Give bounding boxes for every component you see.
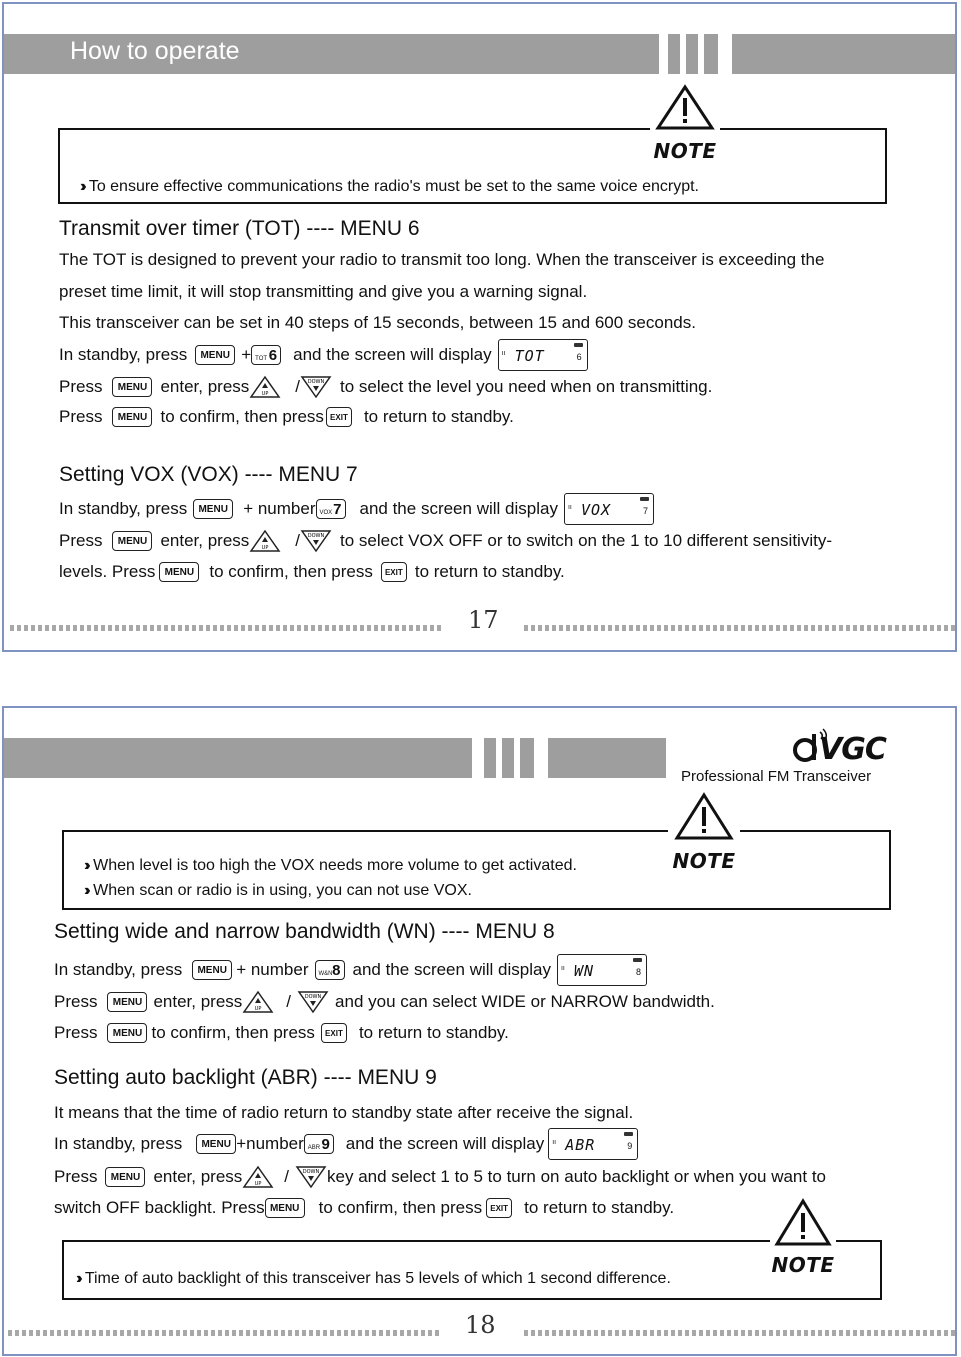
text: + number (243, 499, 316, 518)
vox-heading: Setting VOX (VOX) ---- MENU 7 (59, 463, 358, 486)
key-num: 9 (321, 1135, 330, 1153)
text: Press (54, 992, 98, 1011)
warning-icon (774, 1198, 832, 1248)
abr-line3 (54, 1195, 674, 1221)
text: / (284, 1167, 290, 1186)
menu-key-icon: MENU (112, 531, 152, 551)
number-8-key-icon (315, 960, 345, 980)
tot-para2: preset time limit, it will stop transmitting and give you a warning signal. (59, 282, 588, 301)
text: In standby, press (59, 499, 188, 518)
text: Press (59, 531, 103, 550)
up-arrow-key-icon (242, 1165, 274, 1189)
note-item (84, 857, 577, 875)
exit-key-icon: EXIT (381, 562, 407, 582)
note-label: NOTE (771, 1253, 835, 1277)
page-number: 18 (465, 1311, 496, 1339)
text: enter, press (160, 531, 250, 550)
note-item (80, 178, 699, 196)
lcd-text: VOX (580, 501, 612, 519)
number-7-key-icon (316, 499, 346, 519)
lcd-num: 6 (576, 352, 582, 362)
down-arrow-key-icon (300, 529, 332, 553)
key-label: DOWN (302, 1169, 320, 1175)
bullet-icon: ›› (84, 857, 87, 874)
header-stripe (686, 34, 698, 74)
text: Press (54, 1023, 98, 1042)
text: + (241, 345, 252, 364)
text: and the screen will display (359, 499, 558, 518)
text: switch OFF backlight. Press (54, 1198, 265, 1217)
page-number: 17 (468, 606, 499, 634)
text: In standby, press (54, 960, 183, 979)
text: Press (59, 377, 103, 396)
note-box (62, 830, 891, 910)
text: enter, press (153, 1167, 243, 1186)
menu-key-icon: MENU (105, 1167, 145, 1187)
tot-heading: Transmit over timer (TOT) ---- MENU 6 (59, 217, 420, 240)
key-label: UP (261, 545, 269, 551)
abr-line1 (54, 1127, 638, 1161)
footer-dots-left (10, 625, 443, 631)
key-label: DOWN (307, 379, 325, 385)
note-text: To ensure effective communications the radio's must be set to the same voice encrypt. (88, 178, 699, 195)
down-arrow-key-icon (300, 375, 332, 399)
lcd-num: 8 (635, 967, 641, 977)
page-17 (2, 2, 957, 652)
page-18 (2, 706, 957, 1356)
text: Press (54, 1167, 98, 1186)
note-label: NOTE (672, 849, 736, 873)
lcd-num: 7 (642, 506, 648, 516)
text: and you can select WIDE or NARROW bandwidth. (335, 992, 715, 1011)
note-badge-2 (770, 1198, 836, 1278)
text: and the screen will display (293, 345, 492, 364)
note-text: When level is too high the VOX needs more volume to get activated. (93, 857, 577, 874)
header-stripe (484, 738, 496, 778)
text: + number (236, 960, 309, 979)
text: / (295, 531, 301, 550)
key-sub: TOT (255, 356, 268, 362)
wn-line1 (54, 953, 647, 987)
text: enter, press (153, 992, 243, 1011)
menu-key-icon: MENU (107, 1023, 147, 1043)
text: / (295, 377, 301, 396)
text: to confirm, then press (151, 1023, 315, 1042)
note-item (84, 882, 472, 900)
wn-line3 (54, 1020, 509, 1046)
menu-key-icon: MENU (112, 407, 152, 427)
bullet-icon: ›› (76, 1270, 79, 1287)
menu-key-icon: MENU (195, 345, 235, 365)
brand-subtitle: Professional FM Transceiver (681, 768, 872, 785)
text: to confirm, then press (318, 1198, 483, 1217)
abr-para1: It means that the time of radio return to standby state after receive the signal. (54, 1103, 634, 1122)
number-9-key-icon (304, 1134, 334, 1154)
key-sub: W&N (318, 971, 333, 977)
up-arrow-key-icon (249, 375, 281, 399)
key-sub: ABR (307, 1145, 321, 1151)
note-text: Time of auto backlight of this transceiver has 5 levels of which 1 second difference. (84, 1270, 671, 1287)
exit-key-icon: EXIT (326, 407, 352, 427)
down-arrow-key-icon (297, 990, 329, 1014)
up-arrow-key-icon (242, 990, 274, 1014)
number-6-key-icon (251, 345, 281, 365)
menu-key-icon: MENU (159, 562, 199, 582)
text: +number (236, 1134, 304, 1153)
header-bar-right (732, 34, 957, 74)
lcd-text: TOT (514, 347, 545, 365)
key-num: 8 (332, 961, 341, 979)
footer-dots-right (524, 1330, 956, 1336)
menu-key-icon: MENU (193, 499, 233, 519)
lcd-display-icon: ıı WN 8 (557, 954, 647, 986)
key-label: UP (254, 1181, 262, 1187)
tot-line3 (59, 404, 514, 430)
text: and the screen will display (352, 960, 551, 979)
footer-dots-left (8, 1330, 441, 1336)
vox-line1 (59, 492, 654, 526)
key-num: 7 (333, 500, 342, 518)
text: to return to standby. (524, 1198, 675, 1217)
header-stripe (704, 34, 718, 74)
text: to return to standby. (358, 1023, 509, 1042)
text: enter, press (160, 377, 250, 396)
text: to return to standby. (414, 562, 565, 581)
text: levels. Press (59, 562, 156, 581)
menu-key-icon: MENU (107, 992, 147, 1012)
note-badge (650, 84, 720, 162)
note-label: NOTE (653, 139, 717, 163)
text: to confirm, then press (160, 407, 324, 426)
header-title: How to operate (70, 37, 240, 65)
lcd-display-icon: ıı VOX 7 (564, 493, 654, 525)
tot-para1: The TOT is designed to prevent your radio to transmit too long. When the transceiver is exceeding the (59, 250, 825, 269)
header-stripe (502, 738, 514, 778)
menu-key-icon: MENU (112, 377, 152, 397)
note-text: When scan or radio is in using, you can not use VOX. (93, 882, 472, 899)
header-bar (4, 738, 472, 778)
tot-para3: This transceiver can be set in 40 steps of 15 seconds, between 15 and 600 seconds. (59, 313, 696, 332)
key-label: UP (261, 391, 269, 397)
key-label: DOWN (307, 533, 325, 539)
up-arrow-key-icon (249, 529, 281, 553)
tot-line2 (59, 374, 712, 400)
text: and the screen will display (345, 1134, 545, 1153)
bullet-icon: ›› (80, 178, 83, 195)
exit-key-icon: EXIT (486, 1198, 512, 1218)
key-sub: VOX (319, 510, 333, 516)
vox-line2 (59, 528, 832, 554)
text: In standby, press (54, 1134, 183, 1153)
abr-heading: Setting auto backlight (ABR) ---- MENU 9 (54, 1066, 437, 1089)
key-num: 6 (268, 346, 278, 364)
menu-key-icon: MENU (192, 960, 232, 980)
warning-icon (655, 84, 715, 132)
note-box-2 (62, 1240, 882, 1300)
exit-key-icon: EXIT (321, 1023, 347, 1043)
brand-logo-text: VGC (819, 732, 886, 767)
menu-key-icon: MENU (196, 1134, 236, 1154)
lcd-text: WN (573, 962, 595, 980)
footer-dots-right (524, 625, 956, 631)
text: to confirm, then press (209, 562, 373, 581)
menu-key-icon: MENU (265, 1198, 305, 1218)
wn-line2 (54, 989, 715, 1015)
lcd-display-icon: ıı TOT 6 (498, 339, 588, 371)
bullet-icon: ›› (84, 882, 87, 899)
text: Press (59, 407, 103, 426)
text: to select VOX OFF or to switch on the 1 to 10 different sensitivity- (340, 531, 832, 550)
header-stripe (668, 34, 680, 74)
warning-icon (674, 792, 734, 842)
lcd-num: 9 (627, 1141, 633, 1151)
note-box (58, 128, 887, 204)
lcd-display-icon: ıı ABR 9 (548, 1128, 638, 1160)
text: to select the level you need when on transmitting. (340, 377, 713, 396)
header-stripe (520, 738, 534, 778)
header-bar-right (548, 738, 666, 778)
note-item (76, 1270, 671, 1288)
text: to return to standby. (363, 407, 514, 426)
key-label: UP (254, 1006, 262, 1012)
down-arrow-key-icon (295, 1165, 327, 1189)
vox-line3 (59, 559, 565, 585)
lcd-text: ABR (565, 1136, 596, 1154)
text: / (286, 992, 292, 1011)
text: key and select 1 to 5 to turn on auto backlight or when you want to (327, 1167, 827, 1186)
key-label: DOWN (304, 994, 322, 1000)
abr-line2 (54, 1164, 826, 1190)
tot-line1 (59, 338, 588, 372)
text: In standby, press (59, 345, 188, 364)
note-badge (668, 792, 740, 874)
wn-heading: Setting wide and narrow bandwidth (WN) ---- MENU 8 (54, 920, 555, 943)
